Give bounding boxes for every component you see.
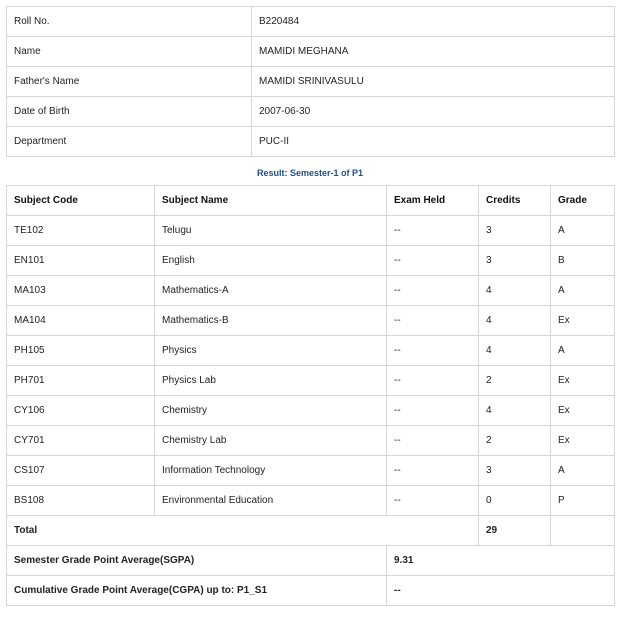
name-value: MAMIDI MEGHANA: [252, 37, 615, 67]
table-row: [7, 396, 615, 426]
result-title: Result: Semester-1 of P1: [256, 168, 364, 178]
table-row: [7, 486, 615, 516]
credits: 4: [479, 336, 551, 366]
grade: A: [551, 276, 615, 306]
info-row-name: [7, 37, 615, 67]
subject-name: Information Technology: [155, 456, 387, 486]
subject-name: Telugu: [155, 216, 387, 246]
subject-code: MA103: [7, 276, 155, 306]
grade: A: [551, 456, 615, 486]
header-credits: Credits: [479, 186, 551, 216]
subject-name: Physics Lab: [155, 366, 387, 396]
credits: 0: [479, 486, 551, 516]
total-credits: 29: [479, 516, 551, 546]
subject-name: Mathematics-B: [155, 306, 387, 336]
subject-name: Chemistry Lab: [155, 426, 387, 456]
header-exam-held: Exam Held: [387, 186, 479, 216]
sgpa-label: Semester Grade Point Average(SGPA): [7, 546, 387, 576]
dob-value: 2007-06-30: [252, 97, 615, 127]
header-subject-code: Subject Code: [7, 186, 155, 216]
grade: Ex: [551, 366, 615, 396]
grade: Ex: [551, 426, 615, 456]
credits: 3: [479, 456, 551, 486]
credits: 4: [479, 396, 551, 426]
table-row: [7, 246, 615, 276]
subject-code: EN101: [7, 246, 155, 276]
credits: 3: [479, 246, 551, 276]
subject-code: PH701: [7, 366, 155, 396]
credits: 3: [479, 216, 551, 246]
credits: 4: [479, 306, 551, 336]
table-row: [7, 276, 615, 306]
father-name-value: MAMIDI SRINIVASULU: [252, 67, 615, 97]
subject-name: Mathematics-A: [155, 276, 387, 306]
total-label: Total: [7, 516, 479, 546]
subject-code: MA104: [7, 306, 155, 336]
exam-held: --: [387, 246, 479, 276]
grade: Ex: [551, 396, 615, 426]
table-row: [7, 366, 615, 396]
subject-code: BS108: [7, 486, 155, 516]
exam-held: --: [387, 306, 479, 336]
student-info-table: [6, 6, 615, 157]
father-name-label: Father's Name: [7, 67, 252, 97]
department-value: PUC-II: [252, 127, 615, 157]
exam-held: --: [387, 336, 479, 366]
subject-name: Environmental Education: [155, 486, 387, 516]
dob-label: Date of Birth: [7, 97, 252, 127]
credits: 2: [479, 426, 551, 456]
results-header-row: [7, 186, 615, 216]
grade: Ex: [551, 306, 615, 336]
cgpa-label: Cumulative Grade Point Average(CGPA) up to: P1_S1: [7, 576, 387, 606]
header-grade: Grade: [551, 186, 615, 216]
results-table: [6, 185, 615, 606]
credits: 4: [479, 276, 551, 306]
table-row: [7, 426, 615, 456]
total-grade-empty: [551, 516, 615, 546]
info-row-department: [7, 127, 615, 157]
exam-held: --: [387, 216, 479, 246]
subject-code: CY701: [7, 426, 155, 456]
exam-held: --: [387, 426, 479, 456]
grade: P: [551, 486, 615, 516]
table-row: [7, 216, 615, 246]
subject-code: PH105: [7, 336, 155, 366]
table-row: [7, 336, 615, 366]
subject-name: Chemistry: [155, 396, 387, 426]
subject-code: CY106: [7, 396, 155, 426]
grade: A: [551, 336, 615, 366]
roll-label: Roll No.: [7, 7, 252, 37]
subject-code: CS107: [7, 456, 155, 486]
cgpa-row: [7, 576, 615, 606]
info-row-father: [7, 67, 615, 97]
grade: A: [551, 216, 615, 246]
table-row: [7, 306, 615, 336]
credits: 2: [479, 366, 551, 396]
subject-name: Physics: [155, 336, 387, 366]
header-subject-name: Subject Name: [155, 186, 387, 216]
subject-name: English: [155, 246, 387, 276]
exam-held: --: [387, 396, 479, 426]
roll-value: B220484: [252, 7, 615, 37]
subject-code: TE102: [7, 216, 155, 246]
info-row-dob: [7, 97, 615, 127]
name-label: Name: [7, 37, 252, 67]
exam-held: --: [387, 276, 479, 306]
info-row-roll: [7, 7, 615, 37]
cgpa-value: --: [387, 576, 615, 606]
grade: B: [551, 246, 615, 276]
department-label: Department: [7, 127, 252, 157]
sgpa-row: [7, 546, 615, 576]
total-row: [7, 516, 615, 546]
exam-held: --: [387, 486, 479, 516]
exam-held: --: [387, 366, 479, 396]
exam-held: --: [387, 456, 479, 486]
table-row: [7, 456, 615, 486]
sgpa-value: 9.31: [387, 546, 615, 576]
